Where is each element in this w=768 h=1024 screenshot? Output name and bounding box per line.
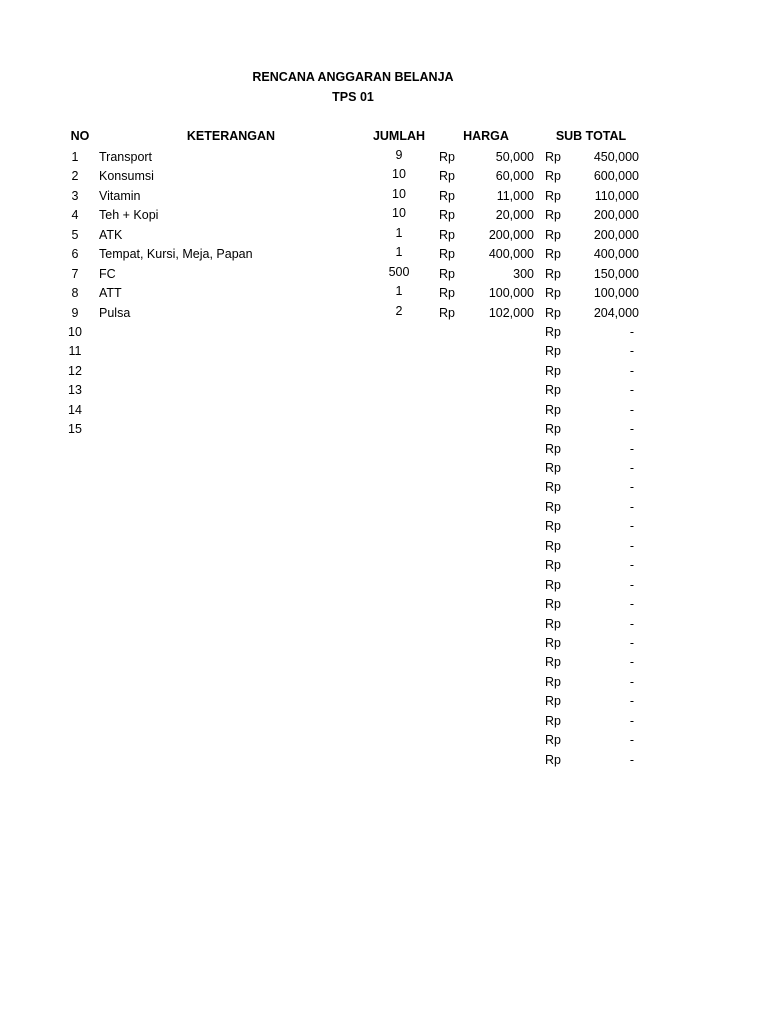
row-sub-total: - <box>629 383 634 398</box>
table-row <box>0 693 768 712</box>
table-row <box>0 518 768 537</box>
row-subtotal-currency: Rp <box>545 635 561 650</box>
row-subtotal-currency: Rp <box>545 752 561 767</box>
table-row <box>0 596 768 615</box>
row-sub-total: 600,000 <box>593 169 639 184</box>
row-subtotal-currency: Rp <box>545 383 561 398</box>
row-jumlah: 1 <box>395 284 403 299</box>
row-harga-currency: Rp <box>439 169 455 184</box>
row-jumlah: 9 <box>395 148 403 162</box>
table-row <box>0 654 768 673</box>
table-row <box>0 713 768 732</box>
row-harga: 11,000 <box>496 188 534 203</box>
row-subtotal-currency: Rp <box>545 266 561 281</box>
row-keterangan: Konsumsi <box>99 169 154 184</box>
row-sub-total: - <box>629 363 634 378</box>
row-sub-total: - <box>629 461 634 475</box>
row-subtotal-currency: Rp <box>545 363 561 378</box>
table-row <box>0 363 768 382</box>
row-sub-total: - <box>629 441 634 456</box>
row-subtotal-currency: Rp <box>545 208 561 223</box>
row-keterangan: ATK <box>99 227 123 242</box>
row-sub-total: 200,000 <box>593 208 639 223</box>
row-jumlah: 2 <box>395 303 403 318</box>
row-no: 2 <box>71 169 79 184</box>
row-sub-total: - <box>629 713 634 728</box>
row-subtotal-currency: Rp <box>545 402 561 417</box>
row-subtotal-currency: Rp <box>545 713 561 728</box>
row-no: 7 <box>71 266 79 281</box>
row-no: 9 <box>71 305 79 320</box>
table-row <box>0 538 768 557</box>
row-subtotal-currency: Rp <box>545 558 561 573</box>
row-jumlah: 10 <box>392 206 406 221</box>
row-harga-currency: Rp <box>439 188 455 203</box>
row-subtotal-currency: Rp <box>545 461 561 475</box>
row-harga: 50,000 <box>495 150 534 164</box>
row-no: 10 <box>68 324 82 339</box>
header-harga: HARGA <box>463 129 509 143</box>
row-keterangan: ATT <box>99 286 122 301</box>
row-subtotal-currency: Rp <box>545 519 561 534</box>
row-keterangan: Teh + Kopi <box>99 208 159 223</box>
row-no: 12 <box>68 363 82 378</box>
row-sub-total: - <box>629 752 634 767</box>
row-subtotal-currency: Rp <box>545 538 561 553</box>
row-sub-total: - <box>629 597 634 612</box>
row-no: 8 <box>71 286 79 301</box>
row-subtotal-currency: Rp <box>545 286 561 301</box>
table-row <box>0 305 768 324</box>
row-harga: 60,000 <box>495 169 534 184</box>
row-sub-total: 150,000 <box>593 266 639 281</box>
row-sub-total: - <box>629 344 634 359</box>
row-harga-currency: Rp <box>439 247 455 262</box>
row-subtotal-currency: Rp <box>545 655 561 670</box>
row-jumlah: 1 <box>395 225 403 240</box>
row-subtotal-currency: Rp <box>545 674 561 689</box>
row-subtotal-currency: Rp <box>545 441 561 456</box>
row-subtotal-currency: Rp <box>545 480 561 495</box>
row-harga-currency: Rp <box>439 227 455 242</box>
row-subtotal-currency: Rp <box>545 344 561 359</box>
row-no: 6 <box>71 247 79 262</box>
row-sub-total: - <box>629 558 634 573</box>
row-sub-total: - <box>629 402 634 417</box>
row-harga: 300 <box>513 266 534 281</box>
header-sub-total: SUB TOTAL <box>555 129 627 143</box>
row-subtotal-currency: Rp <box>545 616 561 631</box>
row-jumlah: 500 <box>388 264 410 279</box>
table-row <box>0 635 768 654</box>
row-keterangan: Transport <box>99 150 153 164</box>
row-harga-currency: Rp <box>439 208 455 223</box>
row-sub-total: - <box>629 422 634 437</box>
row-sub-total: - <box>629 324 634 339</box>
row-subtotal-currency: Rp <box>545 188 561 203</box>
table-row <box>0 441 768 460</box>
row-harga-currency: Rp <box>439 305 455 320</box>
table-row <box>0 674 768 693</box>
row-harga: 400,000 <box>488 247 534 262</box>
table-row <box>0 479 768 498</box>
table-row <box>0 616 768 635</box>
row-sub-total: - <box>629 733 634 748</box>
document-title: RENCANA ANGGARAN BELANJA <box>252 70 454 84</box>
row-sub-total: 200,000 <box>593 227 639 242</box>
header-no: NO <box>70 129 90 143</box>
row-keterangan: Vitamin <box>99 188 141 203</box>
table-row <box>0 499 768 518</box>
row-sub-total: - <box>629 519 634 534</box>
row-subtotal-currency: Rp <box>545 577 561 592</box>
row-subtotal-currency: Rp <box>545 227 561 242</box>
row-subtotal-currency: Rp <box>545 247 561 262</box>
budget-table-body <box>0 149 768 771</box>
row-sub-total: 400,000 <box>593 247 639 262</box>
row-subtotal-currency: Rp <box>545 169 561 184</box>
row-jumlah: 10 <box>392 167 406 182</box>
row-no: 15 <box>68 422 82 437</box>
row-harga-currency: Rp <box>439 150 455 164</box>
row-sub-total: - <box>629 480 634 495</box>
row-sub-total: 450,000 <box>593 150 639 164</box>
row-subtotal-currency: Rp <box>545 422 561 437</box>
row-jumlah: 1 <box>395 245 403 260</box>
table-row <box>0 324 768 343</box>
row-subtotal-currency: Rp <box>545 499 561 514</box>
row-subtotal-currency: Rp <box>545 150 561 164</box>
row-sub-total: - <box>629 655 634 670</box>
table-row <box>0 557 768 576</box>
row-harga: 20,000 <box>495 208 534 223</box>
document-subtitle: TPS 01 <box>332 90 374 104</box>
row-no: 11 <box>68 344 82 359</box>
header-keterangan: KETERANGAN <box>186 129 276 143</box>
row-jumlah: 10 <box>392 186 406 201</box>
table-row <box>0 460 768 479</box>
row-sub-total: - <box>629 674 634 689</box>
row-no: 3 <box>71 188 79 203</box>
row-harga-currency: Rp <box>439 266 455 281</box>
row-subtotal-currency: Rp <box>545 324 561 339</box>
row-harga: 100,000 <box>488 286 534 301</box>
row-subtotal-currency: Rp <box>545 305 561 320</box>
row-no: 5 <box>71 227 79 242</box>
table-row <box>0 752 768 771</box>
row-sub-total: - <box>629 635 634 650</box>
table-row <box>0 343 768 362</box>
row-sub-total: - <box>629 538 634 553</box>
row-no: 4 <box>71 208 79 223</box>
table-row <box>0 382 768 401</box>
row-sub-total: - <box>629 616 634 631</box>
table-row <box>0 577 768 596</box>
row-subtotal-currency: Rp <box>545 694 561 709</box>
row-subtotal-currency: Rp <box>545 597 561 612</box>
table-row <box>0 402 768 421</box>
row-sub-total: - <box>629 499 634 514</box>
row-no: 1 <box>71 150 79 164</box>
row-keterangan: FC <box>99 266 116 281</box>
row-no: 13 <box>68 383 82 398</box>
row-harga-currency: Rp <box>439 286 455 301</box>
header-jumlah: JUMLAH <box>372 129 426 143</box>
table-row <box>0 732 768 751</box>
row-no: 14 <box>68 402 82 417</box>
row-harga: 200,000 <box>488 227 534 242</box>
row-sub-total: 100,000 <box>593 286 639 301</box>
row-sub-total: - <box>629 694 634 709</box>
row-keterangan: Pulsa <box>99 305 131 320</box>
row-sub-total: 204,000 <box>593 305 639 320</box>
row-subtotal-currency: Rp <box>545 733 561 748</box>
row-harga: 102,000 <box>488 305 534 320</box>
row-sub-total: - <box>629 577 634 592</box>
row-sub-total: 110,000 <box>594 188 639 203</box>
row-keterangan: Tempat, Kursi, Meja, Papan <box>99 247 253 262</box>
table-row <box>0 421 768 440</box>
